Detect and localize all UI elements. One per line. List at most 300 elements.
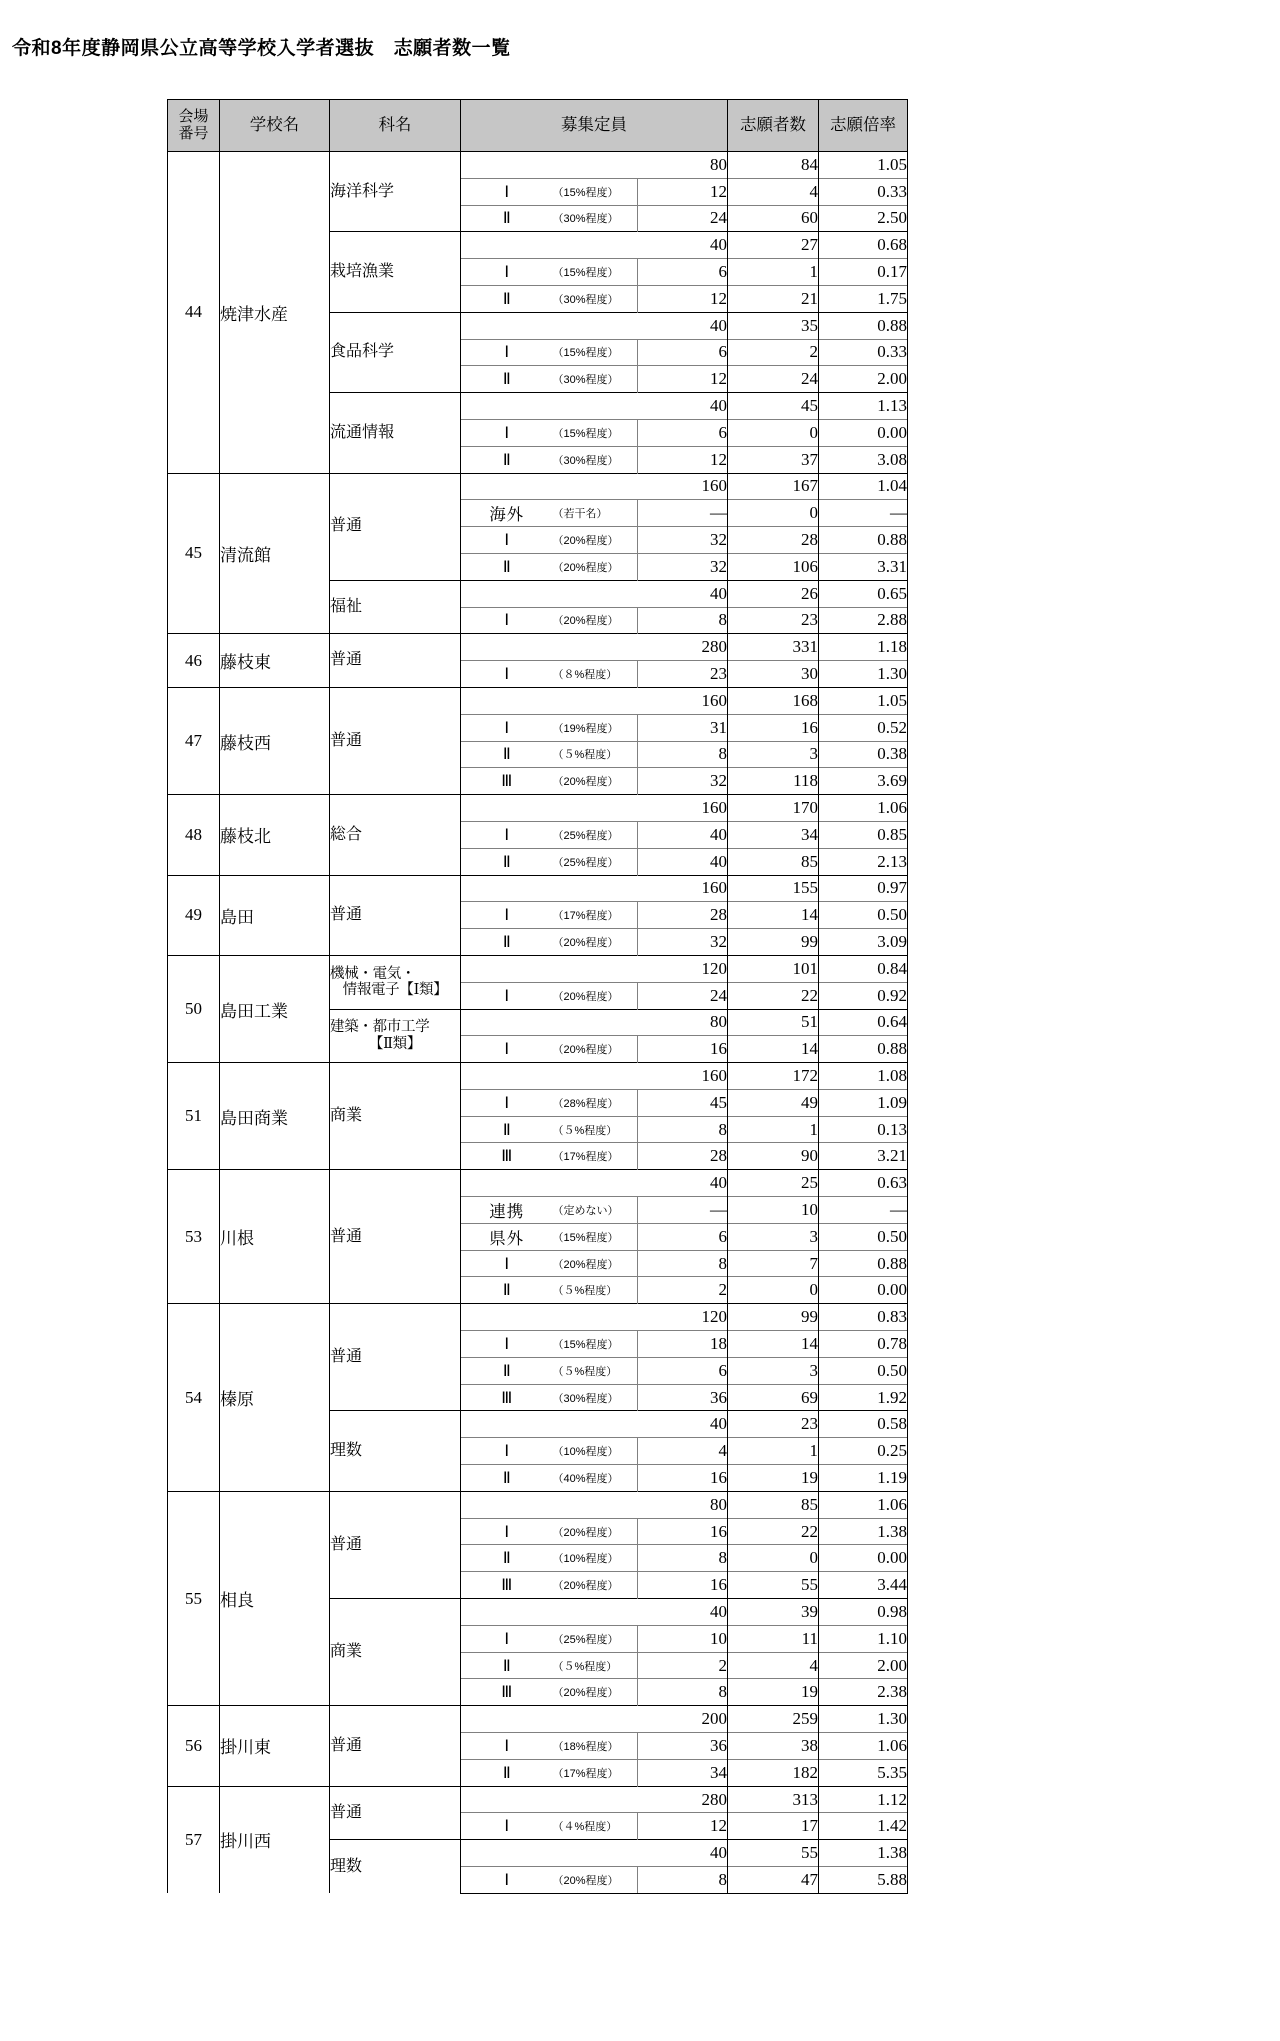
applicants-value: 0 — [728, 500, 819, 527]
quota-value: 12 — [638, 366, 728, 393]
department-name: 商業 — [330, 1599, 461, 1706]
col-header-quota: 募集定員 — [461, 100, 728, 152]
quota-value: 32 — [638, 527, 728, 554]
quota-category-blank — [461, 1786, 638, 1813]
quota-value: 40 — [638, 312, 728, 339]
department-name: 栽培漁業 — [330, 232, 461, 312]
quota-category-percent: （20%程度） — [553, 1572, 638, 1599]
quota-value: 6 — [638, 1357, 728, 1384]
department-name — [330, 1009, 461, 1063]
quota-category-percent: （10%程度） — [553, 1438, 638, 1465]
quota-category-symbol: Ⅲ — [461, 768, 553, 795]
ratio-value: 0.00 — [819, 1545, 908, 1572]
applicants-value: 331 — [728, 634, 819, 661]
applicants-value: 2 — [728, 339, 819, 366]
ratio-value: 5.88 — [819, 1867, 908, 1894]
quota-category-blank — [461, 1009, 638, 1036]
quota-category-symbol: Ⅰ — [461, 1733, 553, 1760]
quota-value: 40 — [638, 848, 728, 875]
quota-category-symbol: Ⅰ — [461, 1867, 553, 1894]
quota-value: 120 — [638, 955, 728, 982]
applicants-value: 60 — [728, 205, 819, 232]
quota-value: 40 — [638, 1599, 728, 1626]
quota-category-symbol: Ⅰ — [461, 1625, 553, 1652]
quota-value: 16 — [638, 1465, 728, 1492]
applicants-value: 0 — [728, 1277, 819, 1304]
applicants-value: 23 — [728, 1411, 819, 1438]
ratio-value: 1.06 — [819, 1491, 908, 1518]
school-name: 相良 — [220, 1491, 330, 1705]
applicants-value: 99 — [728, 929, 819, 956]
quota-category-blank — [461, 1170, 638, 1197]
applicants-value: 27 — [728, 232, 819, 259]
quota-category-blank — [461, 955, 638, 982]
quota-value: 40 — [638, 1411, 728, 1438]
school-name: 島田商業 — [220, 1063, 330, 1170]
ratio-value: 0.50 — [819, 1357, 908, 1384]
applicants-value: 16 — [728, 714, 819, 741]
applicants-value: 101 — [728, 955, 819, 982]
quota-category-symbol: Ⅱ — [461, 285, 553, 312]
school-name: 藤枝北 — [220, 795, 330, 875]
quota-value: 18 — [638, 1331, 728, 1358]
department-name: 普通 — [330, 875, 461, 955]
quota-value: 160 — [638, 473, 728, 500]
table-row — [168, 1170, 908, 1197]
quota-category-blank — [461, 1599, 638, 1626]
venue-number: 46 — [168, 634, 220, 688]
quota-category-symbol: Ⅰ — [461, 714, 553, 741]
quota-category-symbol: Ⅰ — [461, 661, 553, 688]
quota-category-percent: （25%程度） — [553, 1625, 638, 1652]
ratio-value: 1.30 — [819, 1706, 908, 1733]
ratio-value: 0.84 — [819, 955, 908, 982]
department-name: 普通 — [330, 473, 461, 580]
quota-category-symbol: Ⅱ — [461, 553, 553, 580]
quota-category-percent: （40%程度） — [553, 1465, 638, 1492]
venue-number: 48 — [168, 795, 220, 875]
applicants-value: 23 — [728, 607, 819, 634]
quota-value: 2 — [638, 1652, 728, 1679]
quota-category-symbol: Ⅱ — [461, 1357, 553, 1384]
col-header-venue-line1: 会場 — [178, 108, 209, 125]
applicants-value: 14 — [728, 1331, 819, 1358]
quota-value: 16 — [638, 1572, 728, 1599]
ratio-value: 1.10 — [819, 1625, 908, 1652]
quota-category-percent: （25%程度） — [553, 821, 638, 848]
department-name: 普通 — [330, 1706, 461, 1786]
quota-category-symbol: Ⅱ — [461, 1759, 553, 1786]
quota-category-symbol: Ⅰ — [461, 1250, 553, 1277]
ratio-value: 1.42 — [819, 1813, 908, 1840]
school-name: 掛川西 — [220, 1786, 330, 1893]
school-name: 川根 — [220, 1170, 330, 1304]
quota-category-symbol: 連携 — [461, 1197, 553, 1224]
department-name: 普通 — [330, 1491, 461, 1598]
quota-value: 160 — [638, 1063, 728, 1090]
department-name: 流通情報 — [330, 393, 461, 473]
quota-category-symbol: Ⅰ — [461, 1438, 553, 1465]
applicants-value: 4 — [728, 178, 819, 205]
quota-category-percent: （５%程度） — [553, 1357, 638, 1384]
ratio-value: 1.06 — [819, 795, 908, 822]
applicants-value: 170 — [728, 795, 819, 822]
ratio-value: 0.33 — [819, 339, 908, 366]
quota-category-percent: （20%程度） — [553, 553, 638, 580]
ratio-value: 1.04 — [819, 473, 908, 500]
quota-value: 160 — [638, 687, 728, 714]
ratio-value: 0.33 — [819, 178, 908, 205]
applicants-value: 22 — [728, 982, 819, 1009]
ratio-value: 1.05 — [819, 152, 908, 179]
quota-category-percent: （28%程度） — [553, 1089, 638, 1116]
quota-category-blank — [461, 634, 638, 661]
applicants-value: 84 — [728, 152, 819, 179]
quota-value: 40 — [638, 1840, 728, 1867]
quota-category-blank — [461, 875, 638, 902]
quota-value: 32 — [638, 553, 728, 580]
venue-number: 56 — [168, 1706, 220, 1786]
quota-value: 6 — [638, 259, 728, 286]
quota-category-percent: （５%程度） — [553, 1652, 638, 1679]
ratio-value: 1.13 — [819, 393, 908, 420]
quota-category-blank — [461, 795, 638, 822]
applicants-value: 51 — [728, 1009, 819, 1036]
ratio-value: 1.38 — [819, 1518, 908, 1545]
applicants-value: 55 — [728, 1840, 819, 1867]
quota-value: 36 — [638, 1733, 728, 1760]
quota-value: 12 — [638, 178, 728, 205]
table-row — [168, 955, 908, 982]
school-name: 清流館 — [220, 473, 330, 634]
venue-number: 55 — [168, 1491, 220, 1705]
quota-value: 4 — [638, 1438, 728, 1465]
quota-category-blank — [461, 473, 638, 500]
quota-value: 12 — [638, 285, 728, 312]
ratio-value: 1.05 — [819, 687, 908, 714]
quota-category-percent: （15%程度） — [553, 1223, 638, 1250]
school-name: 掛川東 — [220, 1706, 330, 1786]
ratio-value: 1.18 — [819, 634, 908, 661]
quota-category-symbol: Ⅲ — [461, 1679, 553, 1706]
venue-number: 53 — [168, 1170, 220, 1304]
quota-value: 40 — [638, 393, 728, 420]
quota-category-symbol: 海外 — [461, 500, 553, 527]
quota-value: 8 — [638, 1116, 728, 1143]
ratio-value: 1.06 — [819, 1733, 908, 1760]
quota-category-symbol: Ⅰ — [461, 1089, 553, 1116]
quota-value: ― — [638, 500, 728, 527]
applicants-value: 0 — [728, 419, 819, 446]
department-name: 普通 — [330, 1786, 461, 1840]
quota-category-symbol: Ⅰ — [461, 339, 553, 366]
applicants-value: 37 — [728, 446, 819, 473]
school-name: 島田 — [220, 875, 330, 955]
applicants-value: 155 — [728, 875, 819, 902]
quota-category-symbol: Ⅱ — [461, 205, 553, 232]
quota-value: 6 — [638, 1223, 728, 1250]
applicants-value: 313 — [728, 1786, 819, 1813]
quota-value: 28 — [638, 902, 728, 929]
quota-category-percent: （８%程度） — [553, 661, 638, 688]
quota-category-blank — [461, 687, 638, 714]
ratio-value: 0.97 — [819, 875, 908, 902]
applicants-value: 25 — [728, 1170, 819, 1197]
table-row — [168, 634, 908, 661]
quota-value: 8 — [638, 1867, 728, 1894]
table-row — [168, 687, 908, 714]
table-header — [168, 100, 908, 152]
ratio-value: 3.21 — [819, 1143, 908, 1170]
applicants-value: 14 — [728, 902, 819, 929]
quota-value: 280 — [638, 634, 728, 661]
table-body — [168, 152, 908, 1894]
applicants-value: 106 — [728, 553, 819, 580]
applicants-value: 49 — [728, 1089, 819, 1116]
ratio-value: 0.88 — [819, 1036, 908, 1063]
quota-category-blank — [461, 232, 638, 259]
col-header-ratio: 志願倍率 — [819, 100, 908, 152]
applicants-value: 3 — [728, 1223, 819, 1250]
school-name: 島田工業 — [220, 955, 330, 1062]
applicants-value: 259 — [728, 1706, 819, 1733]
table-row — [168, 875, 908, 902]
quota-value: 8 — [638, 1679, 728, 1706]
ratio-value: 0.38 — [819, 741, 908, 768]
department-name — [330, 955, 461, 1009]
col-header-venue — [168, 100, 220, 152]
applicants-value: 30 — [728, 661, 819, 688]
ratio-value: 0.78 — [819, 1331, 908, 1358]
quota-value: 23 — [638, 661, 728, 688]
quota-category-symbol: Ⅱ — [461, 446, 553, 473]
department-name: 福祉 — [330, 580, 461, 634]
applicants-value: 22 — [728, 1518, 819, 1545]
quota-value: 8 — [638, 607, 728, 634]
ratio-value: 1.92 — [819, 1384, 908, 1411]
ratio-value: 1.19 — [819, 1465, 908, 1492]
department-name: 理数 — [330, 1411, 461, 1491]
ratio-value: 0.64 — [819, 1009, 908, 1036]
applicants-value: 10 — [728, 1197, 819, 1224]
department-name-line2: 【Ⅱ類】 — [368, 1035, 422, 1052]
quota-value: 40 — [638, 821, 728, 848]
applicants-value: 3 — [728, 1357, 819, 1384]
ratio-value: 0.25 — [819, 1438, 908, 1465]
venue-number: 50 — [168, 955, 220, 1062]
ratio-value: 2.88 — [819, 607, 908, 634]
quota-category-symbol: Ⅰ — [461, 178, 553, 205]
table-row — [168, 152, 908, 179]
quota-category-symbol: Ⅱ — [461, 366, 553, 393]
quota-value: 6 — [638, 419, 728, 446]
applicants-value: 38 — [728, 1733, 819, 1760]
quota-category-blank — [461, 1063, 638, 1090]
applicants-value: 14 — [728, 1036, 819, 1063]
ratio-value: 0.65 — [819, 580, 908, 607]
quota-category-symbol: Ⅱ — [461, 1277, 553, 1304]
ratio-value: 1.38 — [819, 1840, 908, 1867]
applicants-value: 45 — [728, 393, 819, 420]
ratio-value: 3.69 — [819, 768, 908, 795]
quota-value: 32 — [638, 768, 728, 795]
quota-category-symbol: Ⅱ — [461, 1116, 553, 1143]
quota-category-percent: （20%程度） — [553, 607, 638, 634]
quota-category-symbol: Ⅱ — [461, 741, 553, 768]
applicants-value: 3 — [728, 741, 819, 768]
quota-category-blank — [461, 1304, 638, 1331]
quota-value: 40 — [638, 1170, 728, 1197]
quota-category-blank — [461, 580, 638, 607]
applicants-value: 99 — [728, 1304, 819, 1331]
quota-value: 34 — [638, 1759, 728, 1786]
applicants-value: 182 — [728, 1759, 819, 1786]
quota-category-symbol: Ⅱ — [461, 848, 553, 875]
quota-category-symbol: 県外 — [461, 1223, 553, 1250]
quota-category-percent: （20%程度） — [553, 1518, 638, 1545]
quota-category-symbol: Ⅱ — [461, 1652, 553, 1679]
applicants-value: 28 — [728, 527, 819, 554]
applicants-value: 47 — [728, 1867, 819, 1894]
ratio-value: 2.50 — [819, 205, 908, 232]
quota-value: 280 — [638, 1786, 728, 1813]
quota-category-percent: （20%程度） — [553, 982, 638, 1009]
department-name: 食品科学 — [330, 312, 461, 392]
quota-value: 8 — [638, 1545, 728, 1572]
quota-category-percent: （18%程度） — [553, 1733, 638, 1760]
quota-value: 45 — [638, 1089, 728, 1116]
ratio-value: 1.30 — [819, 661, 908, 688]
venue-number: 49 — [168, 875, 220, 955]
ratio-value: 0.00 — [819, 1277, 908, 1304]
quota-value: 40 — [638, 580, 728, 607]
quota-category-percent: （５%程度） — [553, 741, 638, 768]
quota-category-symbol: Ⅰ — [461, 982, 553, 1009]
applicants-value: 85 — [728, 848, 819, 875]
department-name: 商業 — [330, 1063, 461, 1170]
applicants-value: 11 — [728, 1625, 819, 1652]
ratio-value: 0.83 — [819, 1304, 908, 1331]
applicants-value: 1 — [728, 1438, 819, 1465]
quota-value: ― — [638, 1197, 728, 1224]
table-row — [168, 1491, 908, 1518]
school-name: 焼津水産 — [220, 152, 330, 474]
ratio-value: 2.00 — [819, 366, 908, 393]
quota-category-symbol: Ⅱ — [461, 1465, 553, 1492]
quota-value: 16 — [638, 1036, 728, 1063]
venue-number: 45 — [168, 473, 220, 634]
quota-category-percent: （15%程度） — [553, 1331, 638, 1358]
venue-number: 57 — [168, 1786, 220, 1893]
applicants-value: 4 — [728, 1652, 819, 1679]
department-name-line2: 情報電子【Ⅰ類】 — [342, 982, 448, 999]
quota-value: 6 — [638, 339, 728, 366]
applicants-value: 118 — [728, 768, 819, 795]
applicants-value: 21 — [728, 285, 819, 312]
quota-category-percent: （17%程度） — [553, 902, 638, 929]
ratio-value: 0.98 — [819, 1599, 908, 1626]
quota-category-percent: （15%程度） — [553, 178, 638, 205]
col-header-dept: 科名 — [330, 100, 461, 152]
ratio-value: 0.68 — [819, 232, 908, 259]
applicants-value: 7 — [728, 1250, 819, 1277]
table-row — [168, 1063, 908, 1090]
quota-value: 16 — [638, 1518, 728, 1545]
ratio-value: 0.88 — [819, 527, 908, 554]
school-name: 榛原 — [220, 1304, 330, 1492]
department-name: 普通 — [330, 1304, 461, 1411]
ratio-value: 0.92 — [819, 982, 908, 1009]
department-name: 海洋科学 — [330, 152, 461, 232]
quota-category-symbol: Ⅰ — [461, 1331, 553, 1358]
quota-category-percent: （20%程度） — [553, 1250, 638, 1277]
quota-value: 12 — [638, 446, 728, 473]
quota-category-symbol: Ⅰ — [461, 821, 553, 848]
ratio-value: 0.58 — [819, 1411, 908, 1438]
ratio-value: 1.08 — [819, 1063, 908, 1090]
quota-category-percent: （４%程度） — [553, 1813, 638, 1840]
quota-category-percent: （17%程度） — [553, 1759, 638, 1786]
quota-category-symbol: Ⅰ — [461, 527, 553, 554]
quota-category-blank — [461, 312, 638, 339]
quota-value: 160 — [638, 795, 728, 822]
quota-category-percent: （30%程度） — [553, 285, 638, 312]
ratio-value: 2.13 — [819, 848, 908, 875]
applicants-value: 167 — [728, 473, 819, 500]
applicants-value: 39 — [728, 1599, 819, 1626]
applicants-value: 0 — [728, 1545, 819, 1572]
quota-category-percent: （19%程度） — [553, 714, 638, 741]
applicants-value: 17 — [728, 1813, 819, 1840]
ratio-value: ― — [819, 500, 908, 527]
quota-category-percent: （20%程度） — [553, 929, 638, 956]
department-name: 理数 — [330, 1840, 461, 1894]
quota-value: 8 — [638, 1250, 728, 1277]
quota-category-blank — [461, 1706, 638, 1733]
quota-value: 2 — [638, 1277, 728, 1304]
school-name: 藤枝東 — [220, 634, 330, 688]
ratio-value: 5.35 — [819, 1759, 908, 1786]
applicants-value: 24 — [728, 366, 819, 393]
quota-category-percent: （20%程度） — [553, 1036, 638, 1063]
applicants-value: 19 — [728, 1679, 819, 1706]
ratio-value: 3.44 — [819, 1572, 908, 1599]
quota-category-symbol: Ⅱ — [461, 1545, 553, 1572]
ratio-value: 0.17 — [819, 259, 908, 286]
table-row — [168, 1706, 908, 1733]
quota-category-blank — [461, 1840, 638, 1867]
quota-category-percent: （20%程度） — [553, 1679, 638, 1706]
quota-category-symbol: Ⅰ — [461, 259, 553, 286]
department-name: 総合 — [330, 795, 461, 875]
quota-category-symbol: Ⅲ — [461, 1143, 553, 1170]
ratio-value: ― — [819, 1197, 908, 1224]
department-name: 普通 — [330, 687, 461, 794]
quota-category-symbol: Ⅰ — [461, 607, 553, 634]
page-title: 令和8年度静岡県公立高等学校入学者選抜 志願者数一覧 — [12, 38, 511, 59]
ratio-value: 0.88 — [819, 1250, 908, 1277]
quota-value: 120 — [638, 1304, 728, 1331]
ratio-value: 1.12 — [819, 1786, 908, 1813]
quota-value: 160 — [638, 875, 728, 902]
quota-category-percent: （30%程度） — [553, 446, 638, 473]
quota-category-blank — [461, 1411, 638, 1438]
venue-number: 51 — [168, 1063, 220, 1170]
department-name: 普通 — [330, 1170, 461, 1304]
applicants-value: 34 — [728, 821, 819, 848]
quota-category-blank — [461, 1491, 638, 1518]
quota-category-percent: （10%程度） — [553, 1545, 638, 1572]
